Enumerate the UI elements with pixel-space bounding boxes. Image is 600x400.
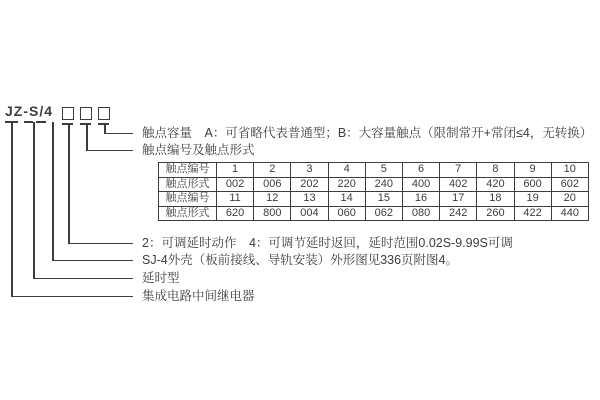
model-digit-box-2 bbox=[80, 107, 92, 120]
table-cell: 17 bbox=[440, 192, 477, 207]
tick-4 bbox=[36, 121, 46, 123]
table-cell: 600 bbox=[514, 177, 551, 192]
table-cell: 7 bbox=[440, 163, 477, 178]
leader-hline-delay-type bbox=[33, 278, 133, 280]
table-cell: 440 bbox=[551, 206, 588, 221]
table-cell: 004 bbox=[291, 206, 328, 221]
table-cell: 800 bbox=[254, 206, 291, 221]
label-delay-type: 延时型 bbox=[142, 271, 180, 285]
table-cell: 260 bbox=[477, 206, 514, 221]
row-header-cell: 触点形式 bbox=[159, 206, 217, 221]
tick-s bbox=[24, 121, 33, 123]
row-header-cell: 触点编号 bbox=[159, 192, 217, 207]
leader-hline-case-type bbox=[52, 260, 133, 262]
table-cell: 13 bbox=[291, 192, 328, 207]
table-cell: 602 bbox=[551, 177, 588, 192]
leader-hline-contact-numbering bbox=[86, 150, 133, 152]
table-cell: 5 bbox=[365, 163, 402, 178]
table-cell: 6 bbox=[402, 163, 439, 178]
label-contact-numbering: 触点编号及触点形式 bbox=[142, 143, 255, 157]
table-cell: 16 bbox=[402, 192, 439, 207]
table-row bbox=[159, 192, 589, 207]
table-cell: 420 bbox=[477, 177, 514, 192]
table-cell: 062 bbox=[365, 206, 402, 221]
table-row bbox=[159, 163, 589, 178]
table-cell: 18 bbox=[477, 192, 514, 207]
contact-table bbox=[158, 162, 589, 221]
leader-vline-delay-type bbox=[33, 122, 35, 279]
table-cell: 14 bbox=[328, 192, 365, 207]
table-cell: 400 bbox=[402, 177, 439, 192]
table-cell: 19 bbox=[514, 192, 551, 207]
table-cell: 11 bbox=[217, 192, 254, 207]
table-cell: 8 bbox=[477, 163, 514, 178]
table-cell: 15 bbox=[365, 192, 402, 207]
table-cell: 422 bbox=[514, 206, 551, 221]
table-cell: 002 bbox=[217, 177, 254, 192]
label-case-type: SJ-4外壳（板前接线、导轨安装）外形图见336页附图4。 bbox=[142, 253, 459, 267]
table-cell: 9 bbox=[514, 163, 551, 178]
leader-vline-contact-numbering bbox=[86, 124, 88, 151]
leader-vline-case-type bbox=[52, 122, 54, 261]
table-cell: 2 bbox=[254, 163, 291, 178]
table-cell: 080 bbox=[402, 206, 439, 221]
table-cell: 240 bbox=[365, 177, 402, 192]
table-cell: 20 bbox=[551, 192, 588, 207]
table-cell: 620 bbox=[217, 206, 254, 221]
label-contact-capacity: 触点容量 A：可省略代表普通型；B：大容量触点（限制常开+常闭≤4，无转换） bbox=[142, 126, 593, 140]
table-row bbox=[159, 177, 589, 192]
table-cell: 242 bbox=[440, 206, 477, 221]
label-product-type: 集成电路中间继电器 bbox=[142, 289, 255, 303]
leader-hline-product-type bbox=[11, 296, 133, 298]
table-cell: 220 bbox=[328, 177, 365, 192]
leader-hline-contact-capacity bbox=[104, 133, 133, 135]
leader-hline-delay-function bbox=[68, 243, 133, 245]
table-cell: 202 bbox=[291, 177, 328, 192]
table-cell: 4 bbox=[328, 163, 365, 178]
table-cell: 402 bbox=[440, 177, 477, 192]
row-header-cell: 触点编号 bbox=[159, 163, 217, 178]
table-cell: 006 bbox=[254, 177, 291, 192]
leader-vline-delay-function bbox=[68, 124, 70, 244]
model-digit-box-3 bbox=[98, 107, 110, 120]
table-cell: 10 bbox=[551, 163, 588, 178]
table-cell: 060 bbox=[328, 206, 365, 221]
model-digit-box-1 bbox=[62, 107, 74, 120]
row-header-cell: 触点形式 bbox=[159, 177, 217, 192]
table-cell: 3 bbox=[291, 163, 328, 178]
table-cell: 1 bbox=[217, 163, 254, 178]
label-delay-function: 2：可调延时动作 4：可调节延时返回，延时范围0.02S-9.99S可调 bbox=[142, 236, 513, 250]
table-cell: 12 bbox=[254, 192, 291, 207]
leader-vline-product-type bbox=[11, 122, 13, 297]
table-row bbox=[159, 206, 589, 221]
model-code: JZ-S/4 bbox=[5, 103, 54, 119]
